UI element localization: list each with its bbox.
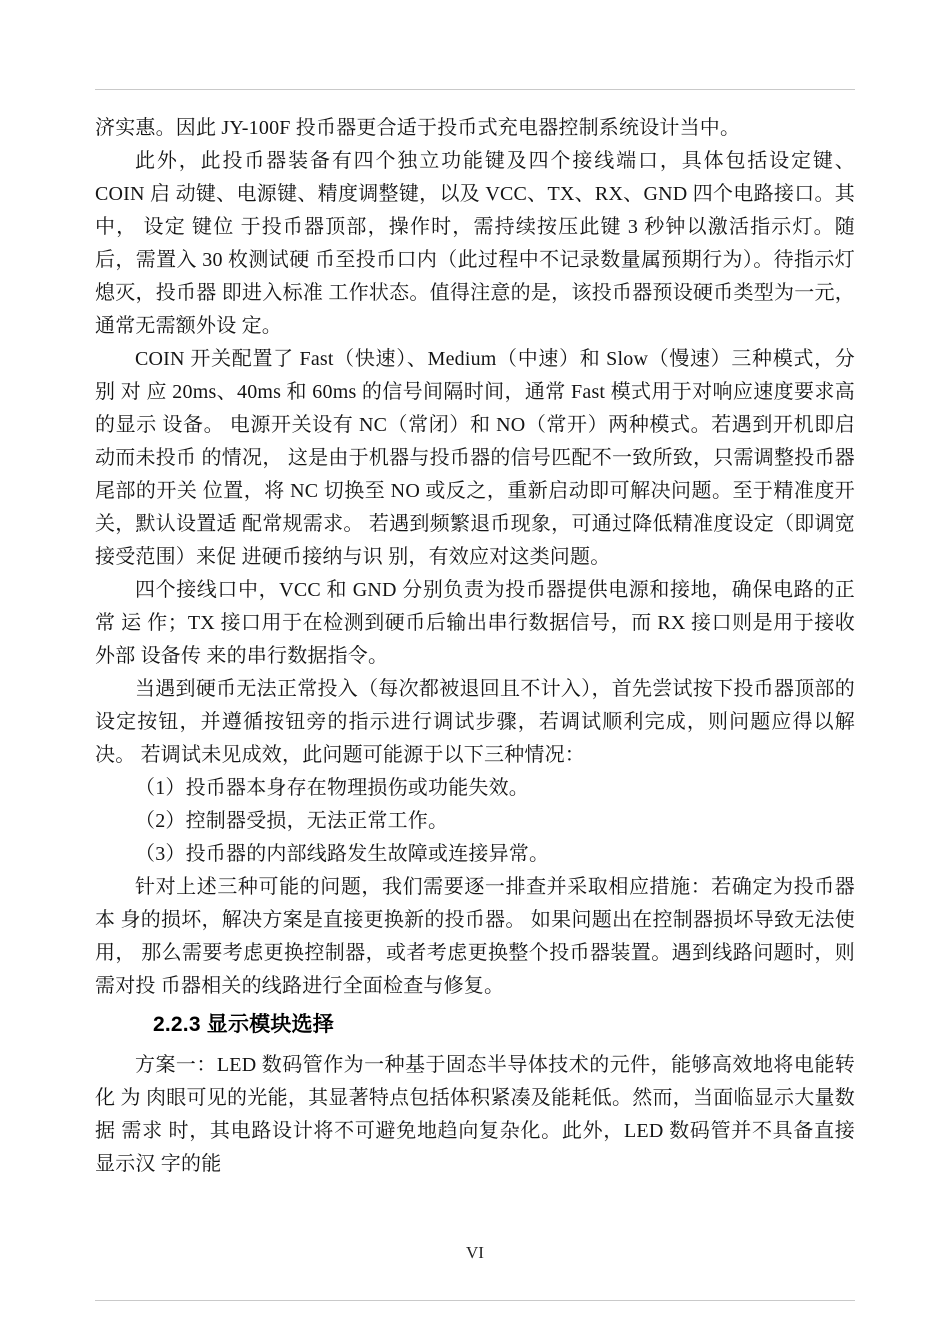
page-number: VI: [466, 1243, 484, 1262]
bottom-divider: [95, 1300, 855, 1301]
paragraph: 方案一：LED 数码管作为一种基于固态半导体技术的元件，能够高效地将电能转化 为 肉眼可见的光能，其显著特点包括体积紧凑及能耗低。然而，当面临显示大量数据 需求 时，其电路设计将不可避免地趋向复杂化。此外，LED 数码管并不具备直接显示汉 字的能: [95, 1054, 855, 1175]
paragraph: COIN 开关配置了 Fast（快速）、Medium（中速）和 Slow（慢速）三种模式，分别 对 应 20ms、40ms 和 60ms 的信号间隔时间，通常 Fast 模式用于对响应速度要求高的显示 设备。 电源开关设有 NC（常闭）和 NO（常开）两种模式。若遇到开机即启动而未投币 的情况， 这是由于机器与投币器的信号匹配不一致所致，只需调整投币器尾部的开关 位置，将 NC 切换至 NO 或反之，重新启动即可解决问题。至于精准度开关，默认设置适 配常规需求。 若遇到频繁退币现象，可通过降低精准度设定（即调宽接受范围）来促 进硬币接纳与识 别，有效应对这类问题。: [95, 348, 855, 568]
list-item: （2）控制器受损，无法正常工作。: [135, 810, 449, 832]
paragraph: 四个接线口中，VCC 和 GND 分别负责为投币器提供电源和接地，确保电路的正常 运 作；TX 接口用于在检测到硬币后输出串行数据信号，而 RX 接口则是用于接收外部 设备传 来的串行数据指令。: [95, 579, 855, 667]
paragraph: 此外，此投币器装备有四个独立功能键及四个接线端口，具体包括设定键、 COIN 启 动键、电源键、精度调整键，以及 VCC、TX、RX、GND 四个电路接口。其中， 设定 键位 于投币器顶部，操作时，需持续按压此键 3 秒钟以激活指示灯。随后，需置入 30 枚测试硬 币至投币口内（此过程中不记录数量属预期行为）。待指示灯熄灭，投币器 即进入标准 工作状态。值得注意的是，该投币器预设硬币类型为一元，通常无需额外设 定。: [95, 150, 855, 337]
paragraph: 济实惠。因此 JY-100F 投币器更合适于投币式充电器控制系统设计当中。: [95, 117, 741, 139]
top-divider: [95, 89, 855, 90]
list-item: （3）投币器的内部线路发生故障或连接异常。: [135, 843, 550, 865]
section-heading: 2.2.3 显示模块选择: [153, 1013, 334, 1036]
document-content: [95, 112, 855, 1181]
paragraph: 针对上述三种可能的问题，我们需要逐一排查并采取相应措施：若确定为投币器本 身的损坏，解决方案是直接更换新的投币器。 如果问题出在控制器损坏导致无法使用， 那么需要考虑更换控制器，或者考虑更换整个投币器装置。遇到线路问题时，则需对投 币器相关的线路进行全面检查与修复。: [95, 876, 855, 997]
paragraph: 当遇到硬币无法正常投入（每次都被退回且不计入），首先尝试按下投币器顶部的 设定按钮，并遵循按钮旁的指示进行调试步骤，若调试顺利完成，则问题应得以解决。 若调试未见成效，此问题可能源于以下三种情况：: [95, 678, 855, 766]
list-item: （1）投币器本身存在物理损伤或功能失效。: [135, 777, 529, 799]
